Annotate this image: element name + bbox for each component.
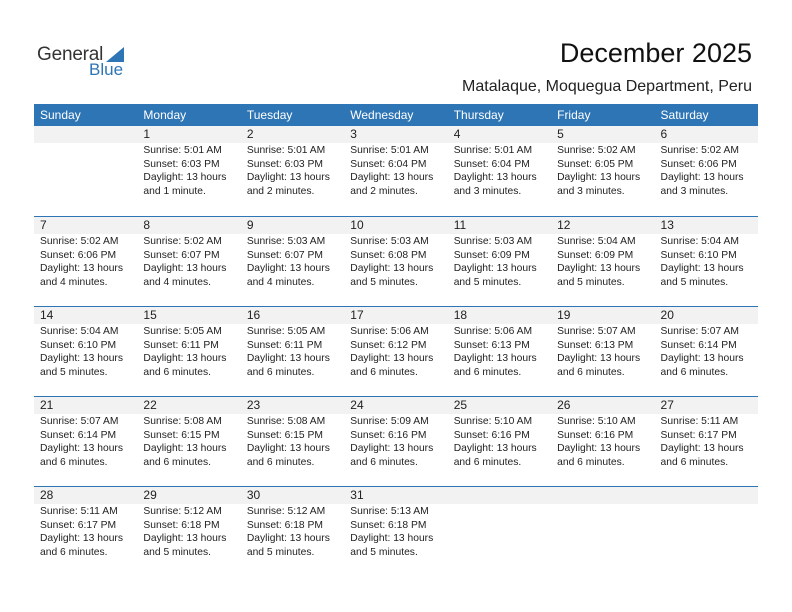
daylight-minutes: and 4 minutes.	[246, 276, 315, 288]
sunset-time: Sunset: 6:12 PM	[350, 339, 427, 351]
daylight-hours: Daylight: 13 hours	[660, 263, 744, 274]
day-cell	[655, 397, 758, 469]
daylight-hours: Daylight: 13 hours	[557, 353, 641, 364]
day-number: 14	[34, 307, 137, 324]
daylight-hours: Daylight: 13 hours	[40, 443, 123, 454]
logo-text-general: General	[37, 44, 104, 65]
day-cell	[344, 397, 447, 469]
sunrise-time: Sunrise: 5:03 AM	[246, 236, 326, 247]
daylight-minutes: and 4 minutes.	[143, 276, 211, 288]
day-number: 4	[448, 126, 551, 143]
daylight-minutes: and 6 minutes.	[246, 456, 315, 468]
sunrise-time: Sunrise: 5:07 AM	[660, 326, 739, 337]
daylight-hours: Daylight: 13 hours	[246, 353, 330, 364]
sunset-time: Sunset: 6:15 PM	[246, 429, 323, 441]
daylight-hours: Daylight: 13 hours	[350, 443, 434, 454]
day-cell	[137, 217, 240, 289]
sunset-time: Sunset: 6:18 PM	[246, 519, 323, 531]
sunrise-time: Sunrise: 5:05 AM	[246, 326, 326, 337]
sunset-time: Sunset: 6:09 PM	[557, 249, 634, 261]
sunrise-time: Sunrise: 5:11 AM	[40, 506, 118, 517]
weekday-sunday: Sunday	[40, 108, 81, 122]
sunset-time: Sunset: 6:05 PM	[557, 158, 634, 170]
sunset-time: Sunset: 6:18 PM	[143, 519, 220, 531]
daylight-minutes: and 3 minutes.	[453, 185, 522, 197]
day-number: 18	[448, 307, 551, 324]
sunrise-time: Sunrise: 5:01 AM	[350, 145, 429, 156]
daylight-hours: Daylight: 13 hours	[350, 533, 434, 544]
sunset-time: Sunset: 6:15 PM	[143, 429, 220, 441]
sunrise-time: Sunrise: 5:13 AM	[350, 506, 429, 517]
sunrise-time: Sunrise: 5:10 AM	[453, 416, 533, 427]
day-number: 10	[344, 217, 447, 234]
sunset-time: Sunset: 6:03 PM	[246, 158, 323, 170]
daylight-hours: Daylight: 13 hours	[143, 353, 227, 364]
sunrise-time: Sunrise: 5:03 AM	[453, 236, 533, 247]
daylight-hours: Daylight: 13 hours	[660, 172, 744, 183]
sunset-time: Sunset: 6:07 PM	[143, 249, 220, 261]
day-number: 15	[137, 307, 240, 324]
sunset-time: Sunset: 6:06 PM	[660, 158, 737, 170]
daylight-minutes: and 5 minutes.	[350, 276, 418, 288]
sunrise-time: Sunrise: 5:09 AM	[350, 416, 429, 427]
sunrise-time: Sunrise: 5:04 AM	[557, 236, 636, 247]
sunset-time: Sunset: 6:17 PM	[660, 429, 737, 441]
weekday-wednesday: Wednesday	[350, 108, 414, 122]
day-number: 28	[34, 487, 137, 504]
daylight-minutes: and 5 minutes.	[40, 366, 108, 378]
day-cell	[655, 307, 758, 379]
daylight-hours: Daylight: 13 hours	[143, 443, 227, 454]
sunset-time: Sunset: 6:16 PM	[453, 429, 530, 441]
daylight-minutes: and 3 minutes.	[660, 185, 729, 197]
day-number: 31	[344, 487, 447, 504]
day-cell	[241, 126, 344, 198]
day-cell	[137, 487, 240, 559]
sunrise-time: Sunrise: 5:06 AM	[350, 326, 429, 337]
day-cell	[448, 307, 551, 379]
day-cell	[34, 126, 137, 198]
sunrise-time: Sunrise: 5:01 AM	[143, 145, 222, 156]
daylight-minutes: and 6 minutes.	[453, 366, 522, 378]
weekday-tuesday: Tuesday	[246, 108, 293, 122]
calendar-week-row	[34, 396, 758, 486]
day-number: 11	[448, 217, 551, 234]
sunrise-time: Sunrise: 5:02 AM	[143, 236, 222, 247]
day-number: 23	[241, 397, 344, 414]
weekday-monday: Monday	[143, 108, 187, 122]
location-subtitle: Matalaque, Moquegua Department, Peru	[462, 78, 752, 95]
daylight-minutes: and 6 minutes.	[143, 366, 211, 378]
daylight-minutes: and 5 minutes.	[660, 276, 729, 288]
day-cell	[448, 217, 551, 289]
daylight-minutes: and 6 minutes.	[40, 546, 108, 558]
sunrise-time: Sunrise: 5:03 AM	[350, 236, 429, 247]
sunset-time: Sunset: 6:03 PM	[143, 158, 220, 170]
daylight-hours: Daylight: 13 hours	[40, 533, 123, 544]
calendar-weeks	[34, 126, 758, 576]
sunrise-time: Sunrise: 5:05 AM	[143, 326, 222, 337]
day-cell	[34, 397, 137, 469]
daylight-minutes: and 6 minutes.	[557, 456, 625, 468]
sunset-time: Sunset: 6:18 PM	[350, 519, 427, 531]
sunrise-time: Sunrise: 5:04 AM	[40, 326, 119, 337]
day-number: 6	[655, 126, 758, 143]
day-cell	[551, 487, 654, 559]
day-number: 1	[137, 126, 240, 143]
day-number: 8	[137, 217, 240, 234]
daylight-hours: Daylight: 13 hours	[557, 443, 641, 454]
sunrise-time: Sunrise: 5:08 AM	[143, 416, 222, 427]
brand-logo	[37, 44, 137, 80]
daylight-minutes: and 6 minutes.	[350, 366, 418, 378]
daylight-hours: Daylight: 13 hours	[557, 172, 641, 183]
daylight-hours: Daylight: 13 hours	[143, 263, 227, 274]
day-cell	[344, 487, 447, 559]
day-number: 12	[551, 217, 654, 234]
day-cell	[137, 126, 240, 198]
day-cell	[34, 217, 137, 289]
daylight-hours: Daylight: 13 hours	[246, 443, 330, 454]
daylight-minutes: and 3 minutes.	[557, 185, 625, 197]
calendar-grid	[34, 104, 758, 576]
daylight-hours: Daylight: 13 hours	[350, 263, 434, 274]
daylight-minutes: and 6 minutes.	[660, 456, 729, 468]
daylight-hours: Daylight: 13 hours	[350, 353, 434, 364]
page-title: December 2025	[559, 38, 752, 68]
day-number: 29	[137, 487, 240, 504]
daylight-hours: Daylight: 13 hours	[453, 263, 537, 274]
daylight-hours: Daylight: 13 hours	[246, 172, 330, 183]
daylight-minutes: and 6 minutes.	[557, 366, 625, 378]
daylight-hours: Daylight: 13 hours	[350, 172, 434, 183]
sunset-time: Sunset: 6:11 PM	[246, 339, 323, 351]
day-cell	[655, 126, 758, 198]
day-number: 27	[655, 397, 758, 414]
day-cell	[655, 217, 758, 289]
daylight-minutes: and 6 minutes.	[143, 456, 211, 468]
day-cell	[655, 487, 758, 559]
day-cell	[551, 126, 654, 198]
sunset-time: Sunset: 6:08 PM	[350, 249, 427, 261]
daylight-hours: Daylight: 13 hours	[40, 263, 123, 274]
calendar-week-row	[34, 306, 758, 396]
day-number: 22	[137, 397, 240, 414]
daylight-minutes: and 1 minute.	[143, 185, 206, 197]
day-number: 5	[551, 126, 654, 143]
day-cell	[344, 217, 447, 289]
daylight-hours: Daylight: 13 hours	[453, 443, 537, 454]
daylight-minutes: and 6 minutes.	[453, 456, 522, 468]
day-cell	[137, 307, 240, 379]
sunrise-time: Sunrise: 5:01 AM	[246, 145, 326, 156]
sunset-time: Sunset: 6:11 PM	[143, 339, 219, 351]
weekday-thursday: Thursday	[453, 108, 504, 122]
sunset-time: Sunset: 6:13 PM	[557, 339, 634, 351]
sunrise-time: Sunrise: 5:10 AM	[557, 416, 636, 427]
day-cell	[448, 487, 551, 559]
day-number: 13	[655, 217, 758, 234]
sunset-time: Sunset: 6:16 PM	[350, 429, 427, 441]
day-cell	[551, 217, 654, 289]
sunset-time: Sunset: 6:06 PM	[40, 249, 117, 261]
sunset-time: Sunset: 6:14 PM	[660, 339, 737, 351]
day-number: 7	[34, 217, 137, 234]
day-cell	[34, 307, 137, 379]
sunrise-time: Sunrise: 5:12 AM	[246, 506, 326, 517]
daylight-hours: Daylight: 13 hours	[246, 263, 330, 274]
daylight-minutes: and 4 minutes.	[40, 276, 108, 288]
sunset-time: Sunset: 6:13 PM	[453, 339, 530, 351]
day-cell	[551, 307, 654, 379]
sunrise-time: Sunrise: 5:04 AM	[660, 236, 739, 247]
daylight-minutes: and 5 minutes.	[453, 276, 522, 288]
day-number: 17	[344, 307, 447, 324]
sunrise-time: Sunrise: 5:01 AM	[453, 145, 533, 156]
day-number: 20	[655, 307, 758, 324]
weekday-friday: Friday	[557, 108, 591, 122]
daylight-hours: Daylight: 13 hours	[40, 353, 123, 364]
day-number: 19	[551, 307, 654, 324]
sunset-time: Sunset: 6:10 PM	[40, 339, 117, 351]
day-number: 3	[344, 126, 447, 143]
daylight-hours: Daylight: 13 hours	[453, 353, 537, 364]
sunrise-time: Sunrise: 5:02 AM	[660, 145, 739, 156]
calendar-week-row	[34, 126, 758, 216]
day-cell	[448, 397, 551, 469]
daylight-minutes: and 6 minutes.	[660, 366, 729, 378]
day-number: 21	[34, 397, 137, 414]
sunrise-time: Sunrise: 5:11 AM	[660, 416, 739, 427]
day-number: 16	[241, 307, 344, 324]
daylight-hours: Daylight: 13 hours	[453, 172, 537, 183]
sunset-time: Sunset: 6:10 PM	[660, 249, 737, 261]
day-cell	[241, 487, 344, 559]
sunrise-time: Sunrise: 5:06 AM	[453, 326, 533, 337]
daylight-hours: Daylight: 13 hours	[557, 263, 641, 274]
daylight-hours: Daylight: 13 hours	[246, 533, 330, 544]
day-number	[551, 487, 654, 504]
sunrise-time: Sunrise: 5:12 AM	[143, 506, 222, 517]
daylight-minutes: and 6 minutes.	[246, 366, 315, 378]
daylight-minutes: and 2 minutes.	[350, 185, 418, 197]
daylight-minutes: and 2 minutes.	[246, 185, 315, 197]
day-cell	[137, 397, 240, 469]
sunrise-time: Sunrise: 5:08 AM	[246, 416, 326, 427]
sunset-time: Sunset: 6:04 PM	[453, 158, 530, 170]
sunset-time: Sunset: 6:09 PM	[453, 249, 530, 261]
day-number	[655, 487, 758, 504]
day-cell	[448, 126, 551, 198]
sunset-time: Sunset: 6:07 PM	[246, 249, 323, 261]
sunrise-time: Sunrise: 5:07 AM	[40, 416, 119, 427]
daylight-minutes: and 6 minutes.	[40, 456, 108, 468]
day-number: 24	[344, 397, 447, 414]
day-number: 26	[551, 397, 654, 414]
daylight-hours: Daylight: 13 hours	[143, 172, 227, 183]
logo-text-blue: Blue	[89, 60, 124, 79]
day-cell	[241, 397, 344, 469]
sunset-time: Sunset: 6:17 PM	[40, 519, 117, 531]
day-number: 2	[241, 126, 344, 143]
daylight-hours: Daylight: 13 hours	[660, 443, 744, 454]
daylight-minutes: and 5 minutes.	[557, 276, 625, 288]
day-cell	[344, 126, 447, 198]
sunrise-time: Sunrise: 5:02 AM	[557, 145, 636, 156]
sunset-time: Sunset: 6:14 PM	[40, 429, 117, 441]
daylight-minutes: and 5 minutes.	[246, 546, 315, 558]
day-cell	[34, 487, 137, 559]
day-number	[448, 487, 551, 504]
weekday-saturday: Saturday	[660, 108, 709, 122]
day-cell	[551, 397, 654, 469]
day-number: 30	[241, 487, 344, 504]
calendar-week-row	[34, 486, 758, 576]
day-number	[34, 126, 137, 143]
calendar-week-row	[34, 216, 758, 306]
weekday-header	[34, 104, 758, 126]
daylight-minutes: and 5 minutes.	[143, 546, 211, 558]
sunrise-time: Sunrise: 5:07 AM	[557, 326, 636, 337]
daylight-hours: Daylight: 13 hours	[660, 353, 744, 364]
sunset-time: Sunset: 6:16 PM	[557, 429, 634, 441]
daylight-minutes: and 5 minutes.	[350, 546, 418, 558]
day-cell	[241, 217, 344, 289]
sunset-time: Sunset: 6:04 PM	[350, 158, 427, 170]
day-number: 25	[448, 397, 551, 414]
day-number: 9	[241, 217, 344, 234]
sunrise-time: Sunrise: 5:02 AM	[40, 236, 119, 247]
day-cell	[241, 307, 344, 379]
day-cell	[344, 307, 447, 379]
daylight-hours: Daylight: 13 hours	[143, 533, 227, 544]
daylight-minutes: and 6 minutes.	[350, 456, 418, 468]
